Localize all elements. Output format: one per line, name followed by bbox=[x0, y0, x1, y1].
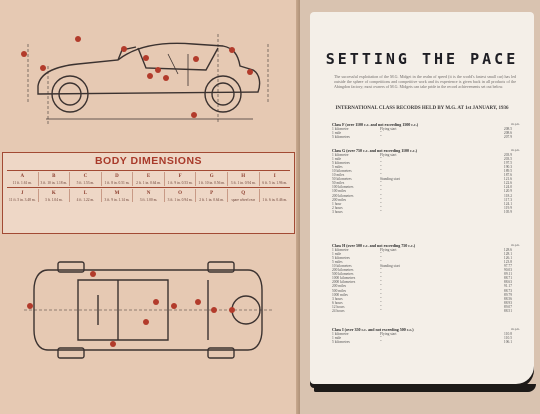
record-speed: 124.1 bbox=[503, 201, 512, 206]
record-start-type: " bbox=[380, 201, 382, 206]
intro-paragraph: The successful exploitation of the M.G. Midget in the realm of speed (it is the world's fastest small car) has led outside the sphere of competitions and competitive work and its experience is given back in all products of the Abingdon factory; most owners of M.G. Midgets can take pride in the record achievements set out below. bbox=[334, 74, 516, 89]
dimension-letter: G bbox=[195, 172, 227, 181]
dimension-value: spare wheel rear bbox=[227, 198, 259, 203]
dimension-value: 3 ft. 10 in. 1.18 m. bbox=[38, 181, 70, 186]
record-start-type: " bbox=[380, 169, 382, 174]
record-distance: 1 mile bbox=[332, 131, 342, 136]
record-distance: 3 hours bbox=[332, 209, 343, 214]
dimension-value: 11 ft. 1.61 m. bbox=[12, 181, 32, 185]
record-speed: 88.51 bbox=[503, 308, 512, 313]
dimension-letter: C bbox=[69, 172, 101, 181]
record-class-block bbox=[332, 122, 520, 140]
dimension-value: 2 ft. 1 in. 0.64 m. bbox=[132, 181, 164, 186]
record-start-type: " bbox=[380, 300, 382, 305]
dimension-letters-row-1 bbox=[7, 172, 290, 181]
record-start-type: " bbox=[380, 308, 382, 313]
dimension-letter: I bbox=[259, 172, 291, 181]
record-row bbox=[332, 309, 512, 313]
record-distance: 1 mile bbox=[332, 157, 342, 162]
dimension-letter: F bbox=[164, 172, 196, 181]
record-speed: 117.3 bbox=[504, 197, 512, 202]
record-start-type: " bbox=[380, 256, 382, 261]
record-distance: 3 hours bbox=[332, 296, 343, 301]
record-distance: 1 kilometre bbox=[332, 153, 349, 158]
record-distance: 200 miles bbox=[332, 284, 347, 289]
dimension-letter: K bbox=[38, 189, 70, 198]
units-label: m.p.h. bbox=[511, 243, 520, 247]
car-side-view-diagram bbox=[18, 14, 278, 134]
dimension-letter: O bbox=[164, 189, 196, 198]
record-start-type: Flying start bbox=[380, 248, 397, 253]
dimension-values-row-2 bbox=[7, 198, 290, 203]
dimension-value: 3 ft. 1.04 m. bbox=[38, 198, 70, 203]
dimension-letter: B bbox=[38, 172, 70, 181]
record-speed: 120.9 bbox=[503, 189, 512, 194]
record-speed: 124.0 bbox=[503, 185, 512, 190]
dimension-value: 3 ft. 1 in. 0.94 m. bbox=[164, 198, 196, 203]
car-plan-view-diagram bbox=[18, 250, 278, 370]
record-start-type: " bbox=[380, 197, 382, 202]
record-speed: 203.9 bbox=[503, 153, 512, 158]
record-start-type: " bbox=[380, 165, 382, 170]
record-start-type: Standing start bbox=[380, 264, 400, 269]
record-speed: 128.6 bbox=[503, 248, 512, 253]
dimension-letter: E bbox=[132, 172, 164, 181]
dimension-letter: D bbox=[101, 172, 133, 181]
record-distance: 100 kilometres bbox=[332, 185, 354, 190]
record-start-type: " bbox=[380, 280, 382, 285]
record-start-type: " bbox=[380, 135, 382, 140]
record-distance: 100 miles bbox=[332, 189, 347, 194]
record-distance: 1000 miles bbox=[332, 292, 348, 297]
dimension-value: 3 ft. 1.00 m. bbox=[132, 198, 164, 203]
records-card bbox=[310, 12, 534, 384]
record-start-type: " bbox=[380, 185, 382, 190]
record-start-type: " bbox=[380, 161, 382, 166]
record-start-type: " bbox=[380, 252, 382, 257]
record-speed: 208.6 bbox=[503, 131, 512, 136]
record-start-type: " bbox=[380, 304, 382, 309]
record-distance: 2000 kilometres bbox=[332, 280, 356, 285]
record-distance: 5 miles bbox=[332, 260, 343, 265]
units-label: m.p.h. bbox=[511, 122, 520, 126]
record-speed: 203.5 bbox=[503, 157, 512, 162]
dimension-letter: L bbox=[69, 189, 101, 198]
record-distance: 1 mile bbox=[332, 336, 342, 341]
record-speed: 88.56 bbox=[503, 296, 512, 301]
record-start-type: " bbox=[380, 131, 382, 136]
record-distance: 1 mile bbox=[332, 252, 342, 257]
dimension-letter: N bbox=[132, 189, 164, 198]
record-distance: 5 kilometres bbox=[332, 340, 350, 345]
record-speed: 88.63 bbox=[503, 280, 512, 285]
record-speed: 90.03 bbox=[503, 268, 512, 273]
record-class-title: Class H (over 500 c.c. and not exceeding 750 c.c.) bbox=[332, 243, 416, 248]
record-distance: 5 kilometres bbox=[332, 135, 350, 140]
record-speed: 128.1 bbox=[503, 252, 512, 257]
record-class-title: Class I (over 350 c.c. and not exceeding 500 c.c.) bbox=[332, 327, 414, 332]
record-distance: 12 hours bbox=[332, 304, 345, 309]
dimension-values-row-1 bbox=[7, 181, 290, 186]
dimension-value: 1 ft. 8 in. 0.51 m. bbox=[101, 181, 133, 186]
record-distance: 5 miles bbox=[332, 165, 343, 170]
dimension-value: 11 ft. 5 in. 3.48 m. bbox=[9, 197, 36, 202]
record-speed: 197.5 bbox=[503, 161, 512, 166]
record-speed: 208.5 bbox=[503, 127, 512, 132]
record-distance: 10 kilometres bbox=[332, 264, 352, 269]
record-class-title: Class F (over 1100 c.c. and not exceeding 1500 c.c.) bbox=[332, 122, 419, 127]
record-start-type: " bbox=[380, 292, 382, 297]
record-start-type: " bbox=[380, 336, 382, 341]
record-start-type: " bbox=[380, 193, 382, 198]
units-label: m.p.h. bbox=[511, 327, 520, 331]
record-distance: 500 kilometres bbox=[332, 272, 354, 277]
record-distance: 500 miles bbox=[332, 288, 347, 293]
record-row bbox=[332, 135, 512, 139]
record-speed: 187.6 bbox=[503, 173, 512, 178]
record-distance: 10 miles bbox=[332, 173, 345, 178]
record-class-title: Class G (over 750 c.c. and not exceeding 1100 c.c.) bbox=[332, 148, 417, 153]
record-distance: 1 kilometre bbox=[332, 332, 349, 337]
record-distance: 5 kilometres bbox=[332, 161, 350, 166]
dimension-letter: Q bbox=[227, 189, 259, 198]
record-speed: 121.6 bbox=[503, 177, 512, 182]
record-distance: 1 hour bbox=[332, 201, 342, 206]
record-speed: 110.5 bbox=[504, 336, 512, 341]
record-start-type: " bbox=[380, 173, 382, 178]
page-title: SETTING THE PACE bbox=[325, 50, 519, 68]
record-speed: 110.8 bbox=[504, 332, 512, 337]
record-speed: 105.9 bbox=[503, 209, 512, 214]
record-start-type: " bbox=[380, 157, 382, 162]
record-distance: 24 hours bbox=[332, 308, 345, 313]
record-start-type: " bbox=[380, 268, 382, 273]
record-speed: 106.1 bbox=[503, 340, 512, 345]
dimension-value: 1 ft. 6 in. 0.46 m. bbox=[259, 198, 291, 203]
record-distance: 5 kilometres bbox=[332, 256, 350, 261]
record-start-type: " bbox=[380, 272, 382, 277]
dimension-letter: J bbox=[21, 190, 24, 196]
record-speed: 119.9 bbox=[504, 205, 512, 210]
record-speed: 190.3 bbox=[503, 165, 512, 170]
record-row bbox=[332, 340, 512, 344]
record-distance: 50 kilometres bbox=[332, 177, 352, 182]
record-start-type: " bbox=[380, 288, 382, 293]
dimension-letter: H bbox=[227, 172, 259, 181]
body-dimensions-table bbox=[2, 152, 295, 234]
record-distance: 1000 kilometres bbox=[332, 276, 356, 281]
record-distance: 200 kilometres bbox=[332, 193, 354, 198]
dimension-letter: P bbox=[195, 189, 227, 198]
dimension-value: 1 ft. 10 in. 0.56 m. bbox=[195, 181, 227, 186]
record-speed: 122.6 bbox=[503, 181, 512, 186]
record-speed: 91.17 bbox=[503, 284, 512, 289]
record-start-type: Flying start bbox=[380, 127, 397, 132]
record-distance: 200 miles bbox=[332, 197, 347, 202]
record-distance: 6 hours bbox=[332, 300, 343, 305]
dimension-letter bbox=[259, 189, 291, 198]
dimension-value: 3 ft. 9 in. 1.14 m. bbox=[101, 198, 133, 203]
record-start-type: " bbox=[380, 189, 382, 194]
record-speed: 123.8 bbox=[503, 260, 512, 265]
record-distance: 10 kilometres bbox=[332, 169, 352, 174]
record-start-type: " bbox=[380, 205, 382, 210]
record-speed: 189.5 bbox=[503, 169, 512, 174]
record-speed: 89.79 bbox=[503, 292, 512, 297]
record-start-type: " bbox=[380, 284, 382, 289]
record-start-type: " bbox=[380, 181, 382, 186]
record-distance: 2 hours bbox=[332, 205, 343, 210]
record-start-type: " bbox=[380, 209, 382, 214]
record-row bbox=[332, 210, 512, 214]
record-speed: 126.1 bbox=[503, 256, 512, 261]
record-speed: 118.2 bbox=[504, 193, 512, 198]
record-speed: 88.93 bbox=[503, 300, 512, 305]
table-title: BODY DIMENSIONS bbox=[94, 155, 203, 167]
record-start-type: Flying start bbox=[380, 153, 397, 158]
record-distance: 50 miles bbox=[332, 181, 345, 186]
record-start-type: Standing start bbox=[380, 177, 400, 182]
card-shadow bbox=[314, 384, 536, 392]
dimension-letters-row-2 bbox=[7, 189, 290, 198]
record-start-type: " bbox=[380, 296, 382, 301]
record-distance: 200 kilometres bbox=[332, 268, 354, 273]
record-speed: 88.71 bbox=[503, 276, 512, 281]
record-class-block bbox=[332, 327, 520, 345]
record-speed: 89.07 bbox=[503, 304, 512, 309]
dimension-letter: A bbox=[20, 174, 25, 179]
units-label: m.p.h. bbox=[511, 148, 520, 152]
record-speed: 88.73 bbox=[503, 288, 512, 293]
dimension-value: 4 ft. 1.22 m. bbox=[69, 198, 101, 203]
records-heading: INTERNATIONAL CLASS RECORDS HELD BY M.G. AT 1st JANUARY, 1936 bbox=[335, 106, 509, 111]
record-start-type: " bbox=[380, 340, 382, 345]
record-class-block bbox=[332, 243, 520, 313]
dimension-value: 5 ft. 1.53 m. bbox=[69, 181, 101, 186]
record-start-type: " bbox=[380, 276, 382, 281]
record-distance: 1 kilometre bbox=[332, 127, 349, 132]
dimension-letter: M bbox=[101, 189, 133, 198]
record-speed: 207.9 bbox=[503, 135, 512, 140]
record-speed: 97.77 bbox=[503, 264, 512, 269]
record-start-type: Flying start bbox=[380, 332, 397, 337]
record-class-block bbox=[332, 148, 520, 214]
record-speed: 89.11 bbox=[504, 272, 512, 277]
dimension-value: 2 ft. 1 in. 0.64 m. bbox=[195, 198, 227, 203]
record-distance: 1 kilometre bbox=[332, 248, 349, 253]
record-start-type: " bbox=[380, 260, 382, 265]
dimension-value: 1 ft. 9 in. 0.53 m. bbox=[164, 181, 196, 186]
dimension-value: 3 ft. 1 in. 0.94 m. bbox=[227, 181, 259, 186]
dimension-value: 6 ft. 5 in. 1.96 m. bbox=[259, 181, 291, 186]
